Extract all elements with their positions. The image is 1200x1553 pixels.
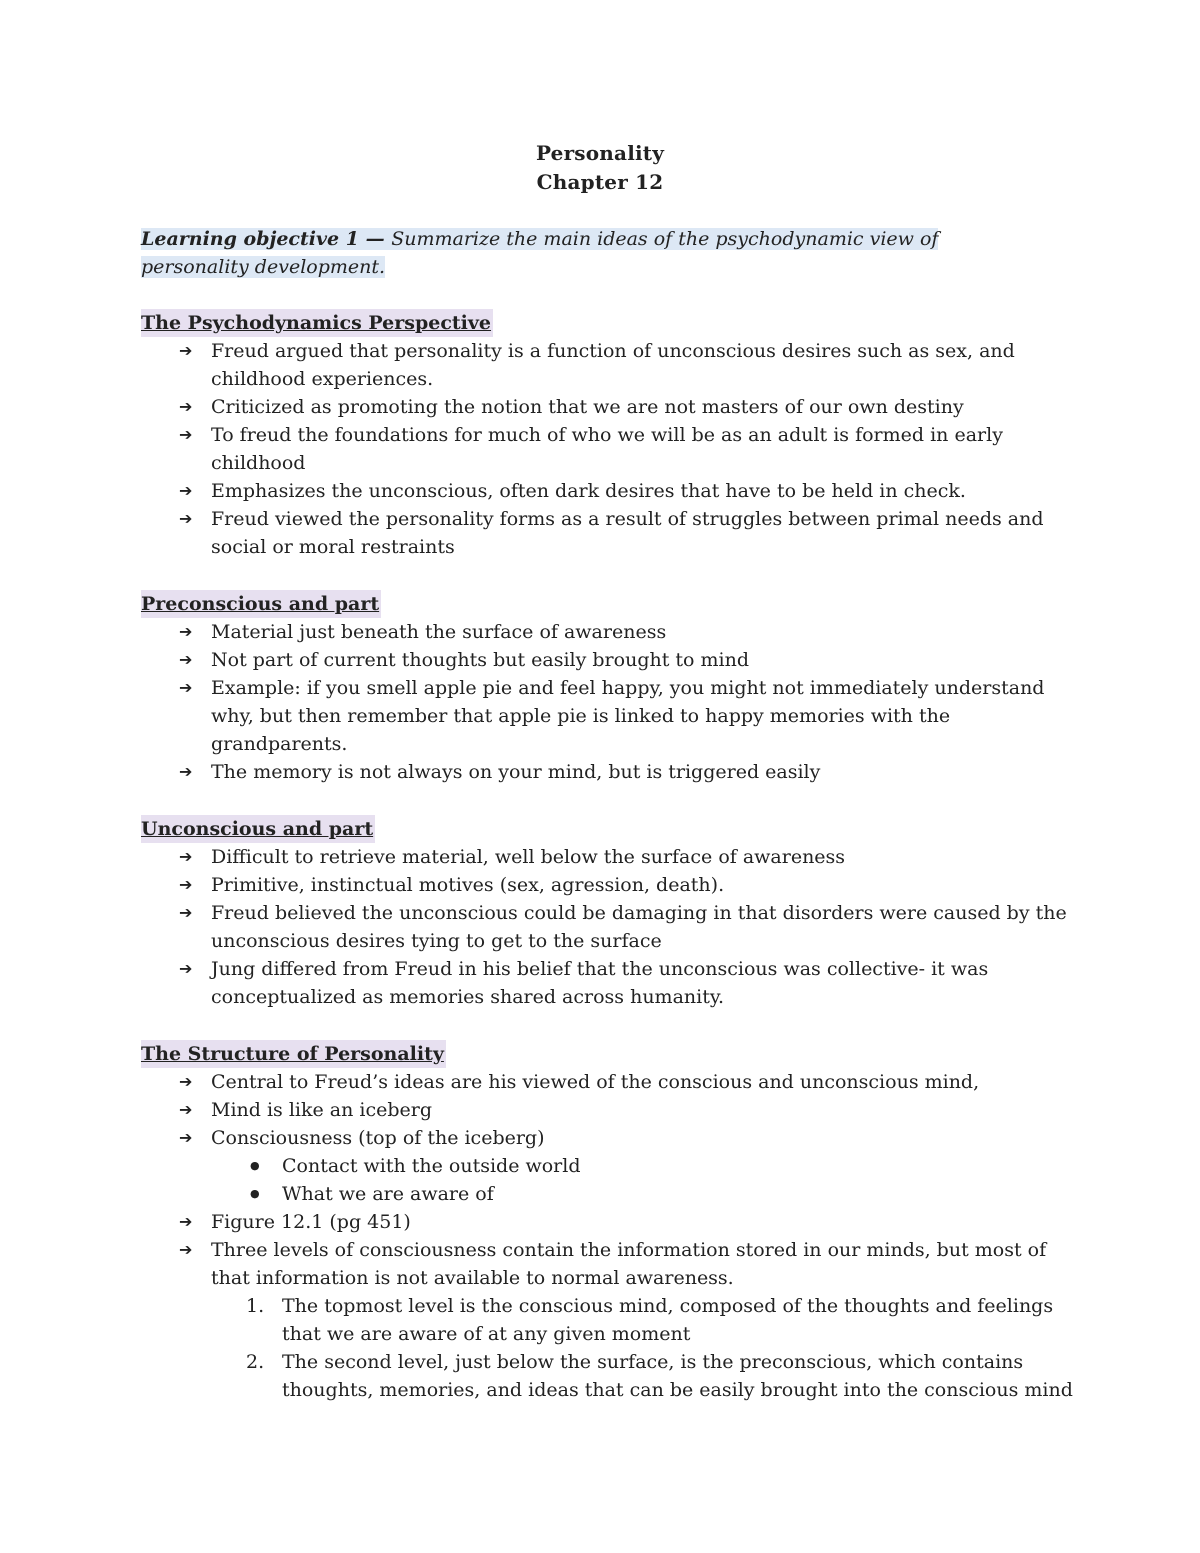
arrow-icon: ➔ (179, 1100, 193, 1119)
arrow-icon: ➔ (179, 509, 193, 528)
objective-text-line-1: Summarize the main ideas of the psychodynamic view of (391, 228, 939, 250)
list-item: ➔ Consciousness (top of the iceberg) ● Contact with the outside world ● What we are aware of (141, 1124, 1081, 1208)
list-item: ➔ Mind is like an iceberg (141, 1096, 1081, 1124)
dot-icon: ● (250, 1187, 260, 1200)
list-item: ➔ Freud viewed the personality forms as a result of struggles between primal needs and social or moral restraints (141, 505, 1081, 561)
section-title: The Structure of Personality (141, 1040, 446, 1068)
arrow-icon: ➔ (179, 1072, 193, 1091)
list-item: ➔ Primitive, instinctual motives (sex, agression, death). (141, 871, 1081, 899)
bullet-list (141, 843, 1081, 1011)
bullet-list (141, 337, 1081, 561)
arrow-icon: ➔ (179, 762, 193, 781)
list-item: ➔ Freud argued that personality is a function of unconscious desires such as sex, and childhood experiences. (141, 337, 1081, 393)
list-item: ➔ Emphasizes the unconscious, often dark desires that have to be held in check. (141, 477, 1081, 505)
section-title: The Psychodynamics Perspective (141, 309, 493, 337)
list-item: ➔ Three levels of consciousness contain the information stored in our minds, but most of that information is not available to normal awareness. 1. The topmost level is the conscious mind, composed of the thoughts and feelings that we are aware of at any given moment 2. The second level, just below the surface, is the preconscious, which contains thoughts, memories, and ideas that can be easily brought into the conscious mind (141, 1236, 1081, 1404)
section-title: Unconscious and part (141, 815, 375, 843)
item-number: 2. (246, 1351, 265, 1373)
numbered-list (211, 1292, 1081, 1404)
objective-text-line-2: personality development. (141, 256, 386, 278)
arrow-icon: ➔ (179, 425, 193, 444)
list-item: ➔ Freud believed the unconscious could be damaging in that disorders were caused by the unconscious desires tying to get to the surface (141, 899, 1081, 955)
section-unconscious (141, 815, 1081, 1011)
arrow-icon: ➔ (179, 1212, 193, 1231)
list-item: ➔ To freud the foundations for much of who we will be as an adult is formed in early childhood (141, 421, 1081, 477)
arrow-icon: ➔ (179, 397, 193, 416)
objective-label: Learning objective 1 (141, 228, 359, 250)
list-item: ➔ Material just beneath the surface of awareness (141, 618, 1081, 646)
bullet-list (141, 618, 1081, 786)
arrow-icon: ➔ (179, 875, 193, 894)
list-item: ➔ Not part of current thoughts but easily brought to mind (141, 646, 1081, 674)
list-item: ➔ Criticized as promoting the notion that we are not masters of our own destiny (141, 393, 1081, 421)
arrow-icon: ➔ (179, 650, 193, 669)
section-structure (141, 1040, 1081, 1404)
objective-dash: — (358, 228, 392, 250)
section-title: Preconscious and part (141, 590, 381, 618)
arrow-icon: ➔ (179, 1240, 193, 1259)
numbered-item: 2. The second level, just below the surface, is the preconscious, which contains thoughts, memories, and ideas that can be easily brought into the conscious mind (141, 1348, 1081, 1404)
dot-icon: ● (250, 1159, 260, 1172)
list-item: ➔ Jung differed from Freud in his belief that the unconscious was collective- it was conceptualized as memories shared across humanity. (141, 955, 1081, 1011)
sub-bullet-list (211, 1152, 1081, 1208)
bullet-list (141, 1068, 1081, 1404)
page-subtitle: Chapter 12 (536, 170, 664, 194)
learning-objective (141, 225, 971, 281)
section-preconscious (141, 590, 1081, 786)
page-title: Personality (535, 141, 665, 165)
list-item: ➔ Example: if you smell apple pie and feel happy, you might not immediately understand why, but then remember that apple pie is linked to happy memories with the grandparents. (141, 674, 1081, 758)
arrow-icon: ➔ (179, 847, 193, 866)
arrow-icon: ➔ (179, 678, 193, 697)
sub-list-item: ● Contact with the outside world (141, 1152, 1081, 1180)
arrow-icon: ➔ (179, 622, 193, 641)
arrow-icon: ➔ (179, 1128, 193, 1147)
list-item: ➔ Central to Freud’s ideas are his viewed of the conscious and unconscious mind, (141, 1068, 1081, 1096)
arrow-icon: ➔ (179, 959, 193, 978)
numbered-item: 1. The topmost level is the conscious mind, composed of the thoughts and feelings that we are aware of at any given moment (141, 1292, 1081, 1348)
list-item: ➔ The memory is not always on your mind, but is triggered easily (141, 758, 1081, 786)
item-number: 1. (246, 1295, 265, 1317)
arrow-icon: ➔ (179, 481, 193, 500)
arrow-icon: ➔ (179, 341, 193, 360)
title-block (0, 139, 1200, 197)
list-item: ➔ Difficult to retrieve material, well below the surface of awareness (141, 843, 1081, 871)
arrow-icon: ➔ (179, 903, 193, 922)
list-item: ➔ Figure 12.1 (pg 451) (141, 1208, 1081, 1236)
sub-list-item: ● What we are aware of (141, 1180, 1081, 1208)
section-psychodynamics (141, 309, 1081, 561)
